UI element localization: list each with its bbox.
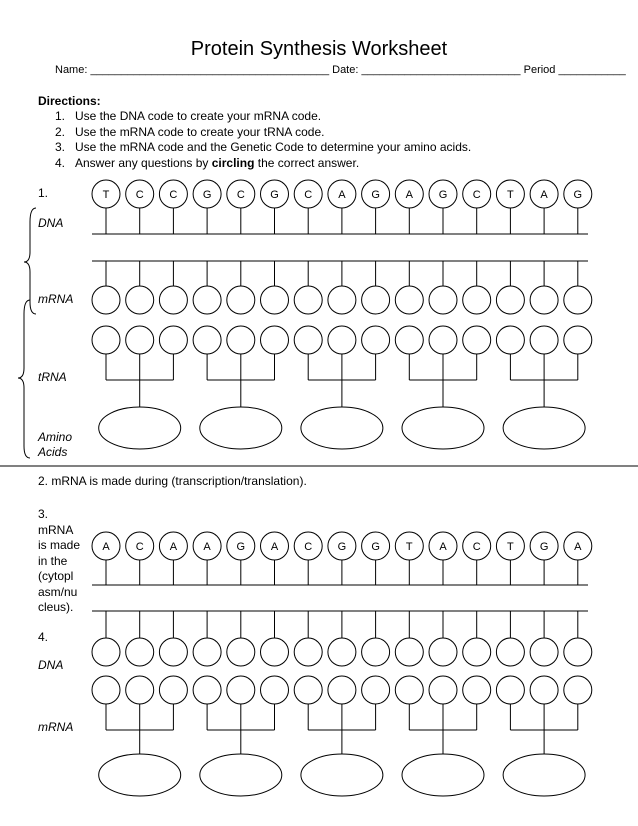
q1-dna-nucleotide-letter: T [507, 189, 514, 201]
q1-dna-nucleotide-letter: C [169, 189, 178, 201]
q1-dna-nucleotide-letter: C [472, 189, 481, 201]
q4-mrna-empty-circle [193, 676, 221, 704]
q1-trna-amino-acid-oval [503, 407, 585, 449]
q1-amino-label: Amino [38, 430, 73, 444]
q1-number: 1. [38, 186, 49, 200]
q1-trna-amino-acid-oval [402, 407, 484, 449]
q1-trna-empty-circle [159, 326, 187, 354]
q4-dna-empty-circle [261, 638, 289, 666]
q1-trna-empty-circle [193, 326, 221, 354]
date-field[interactable]: __________________________ [361, 64, 521, 76]
q1-mrna-empty-circle [429, 286, 457, 314]
q1-acids-label: Acids [38, 445, 68, 459]
q4-mrna-amino-acid-oval [301, 754, 383, 796]
q4-dna-empty-circle [92, 638, 120, 666]
q3-mrna-nucleotide-letter: A [203, 541, 211, 553]
period-field[interactable]: ___________ [558, 64, 626, 76]
bracket-trna-amino [18, 300, 30, 458]
q4-mrna-empty-circle [395, 676, 423, 704]
q4-dna-empty-circle [126, 638, 154, 666]
q1-mrna-empty-circle [294, 286, 322, 314]
q1-dna-nucleotide-letter: G [371, 189, 380, 201]
question-2: 2. mRNA is made during (transcription/translation). [38, 474, 307, 488]
q1-mrna-empty-circle [395, 286, 423, 314]
q1-trna-empty-circle [328, 326, 356, 354]
q4-dna-empty-circle [564, 638, 592, 666]
q4-mrna-empty-circle [429, 676, 457, 704]
q1-mrna-empty-circle [496, 286, 524, 314]
q1-trna-empty-circle [463, 326, 491, 354]
q4-mrna-empty-circle [159, 676, 187, 704]
q1-mrna-empty-circle [261, 286, 289, 314]
q1-trna-amino-acid-oval [99, 407, 181, 449]
q1-trna-empty-circle [261, 326, 289, 354]
q4-mrna-amino-acid-oval [503, 754, 585, 796]
q4-dna-empty-circle [530, 638, 558, 666]
q3-mrna-nucleotide-letter: T [507, 541, 514, 553]
q1-trna-amino-acid-oval [301, 407, 383, 449]
q1-trna-label: tRNA [38, 370, 67, 384]
q3-mrna-nucleotide-letter: A [439, 541, 447, 553]
q1-dna-nucleotide-letter: T [102, 189, 110, 201]
name-field[interactable]: _______________________________________ [90, 64, 330, 76]
q3-mrna-nucleotide-letter: C [135, 541, 144, 553]
q1-dna-nucleotide-letter: A [338, 189, 346, 201]
q1-mrna-empty-circle [227, 286, 255, 314]
q3-mrna-nucleotide-letter: A [102, 541, 110, 553]
q3-mrna-nucleotide-letter: G [337, 541, 347, 553]
q1-trna-empty-circle [362, 326, 390, 354]
q1-mrna-empty-circle [193, 286, 221, 314]
q3-line: mRNA [38, 522, 74, 537]
q3-mrna-nucleotide-letter: C [472, 541, 481, 553]
q4-dna-label: DNA [38, 658, 64, 672]
q4-mrna-empty-circle [227, 676, 255, 704]
q1-mrna-empty-circle [92, 286, 120, 314]
q3-line: (cytopl [38, 569, 74, 583]
q1-dna-nucleotide-letter: G [438, 189, 448, 201]
q1-dna-nucleotide-letter: C [135, 189, 144, 201]
q3-mrna-nucleotide-letter: A [574, 541, 582, 553]
directions-heading: Directions: [38, 94, 101, 108]
q1-dna-label: DNA [38, 216, 64, 230]
q4-dna-empty-circle [463, 638, 491, 666]
q3-mrna-nucleotide-letter: T [405, 541, 413, 553]
q3-mrna-nucleotide-letter: G [371, 541, 380, 553]
step-text-after: the correct answer. [254, 155, 360, 170]
q4-mrna-amino-acid-oval [99, 754, 181, 796]
q4-mrna-empty-circle [362, 676, 390, 704]
q4-mrna-empty-circle [530, 676, 558, 704]
q4-number: 4. [38, 630, 49, 644]
q1-mrna-empty-circle [463, 286, 491, 314]
q1-trna-empty-circle [496, 326, 524, 354]
q3-line: cleus). [38, 600, 74, 614]
q4-dna-empty-circle [496, 638, 524, 666]
q4-mrna-empty-circle [294, 676, 322, 704]
q1-dna-nucleotide-letter: G [573, 189, 583, 201]
q4-mrna-empty-circle [261, 676, 289, 704]
q3-line: in the [38, 553, 68, 568]
period-label: Period [523, 64, 556, 76]
q4-mrna-label: mRNA [38, 720, 74, 734]
name-label: Name: [55, 64, 88, 76]
q4-dna-empty-circle [294, 638, 322, 666]
q3-mrna-nucleotide-letter: A [270, 541, 279, 553]
q1-dna-nucleotide-letter: G [270, 189, 279, 201]
q4-dna-empty-circle [429, 638, 457, 666]
q1-trna-empty-circle [429, 326, 457, 354]
q3-mrna-nucleotide-letter: G [236, 541, 246, 553]
q1-trna-amino-acid-oval [200, 407, 282, 449]
q3-line: 3. [38, 507, 49, 521]
q1-mrna-empty-circle [362, 286, 390, 314]
step-text-before: Answer any questions by [75, 155, 212, 170]
q1-dna-nucleotide-letter: A [540, 189, 548, 201]
q1-dna-nucleotide-letter: A [405, 189, 413, 201]
step-text: Use the mRNA code and the Genetic Code to determine your amino acids. [75, 140, 472, 154]
q1-trna-empty-circle [126, 326, 154, 354]
q1-dna-nucleotide-letter: C [236, 189, 245, 201]
q4-mrna-empty-circle [463, 676, 491, 704]
q4-mrna-amino-acid-oval [200, 754, 282, 796]
step-text: Use the mRNA code to create your tRNA code. [75, 124, 325, 139]
page-title: Protein Synthesis Worksheet [190, 38, 448, 60]
q4-dna-empty-circle [328, 638, 356, 666]
q4-dna-empty-circle [193, 638, 221, 666]
step-text: Use the DNA code to create your mRNA code. [75, 109, 322, 123]
q1-trna-empty-circle [92, 326, 120, 354]
step-text-bold: circling [211, 155, 255, 170]
q3-line: asm/nu [38, 584, 78, 599]
q4-dna-empty-circle [159, 638, 187, 666]
q4-mrna-amino-acid-oval [402, 754, 484, 796]
q1-mrna-empty-circle [159, 286, 187, 314]
q4-mrna-empty-circle [328, 676, 356, 704]
q1-trna-empty-circle [227, 326, 255, 354]
bracket-dna-mrna [24, 208, 36, 314]
q1-mrna-empty-circle [126, 286, 154, 314]
q1-mrna-empty-circle [530, 286, 558, 314]
q1-dna-nucleotide-letter: C [304, 189, 313, 201]
q4-dna-empty-circle [395, 638, 423, 666]
q1-trna-empty-circle [294, 326, 322, 354]
q3-mrna-nucleotide-letter: G [539, 541, 549, 553]
q3-mrna-nucleotide-letter: A [169, 541, 178, 553]
date-label: Date: [332, 64, 359, 76]
q1-trna-empty-circle [395, 326, 423, 354]
q1-mrna-label: mRNA [38, 292, 74, 306]
q4-mrna-empty-circle [496, 676, 524, 704]
step-number: 1. [55, 109, 66, 123]
q1-trna-empty-circle [564, 326, 592, 354]
q3-line: is made [38, 538, 81, 552]
q4-mrna-empty-circle [92, 676, 120, 704]
q1-mrna-empty-circle [328, 286, 356, 314]
step-number: 4. [55, 155, 66, 170]
q4-mrna-empty-circle [564, 676, 592, 704]
q4-dna-empty-circle [227, 638, 255, 666]
q4-dna-empty-circle [362, 638, 390, 666]
q1-mrna-empty-circle [564, 286, 592, 314]
step-number: 3. [55, 140, 66, 154]
q1-dna-nucleotide-letter: G [202, 189, 212, 201]
q4-mrna-empty-circle [126, 676, 154, 704]
q3-mrna-nucleotide-letter: C [304, 541, 313, 553]
q1-trna-empty-circle [530, 326, 558, 354]
step-number: 2. [55, 124, 66, 139]
